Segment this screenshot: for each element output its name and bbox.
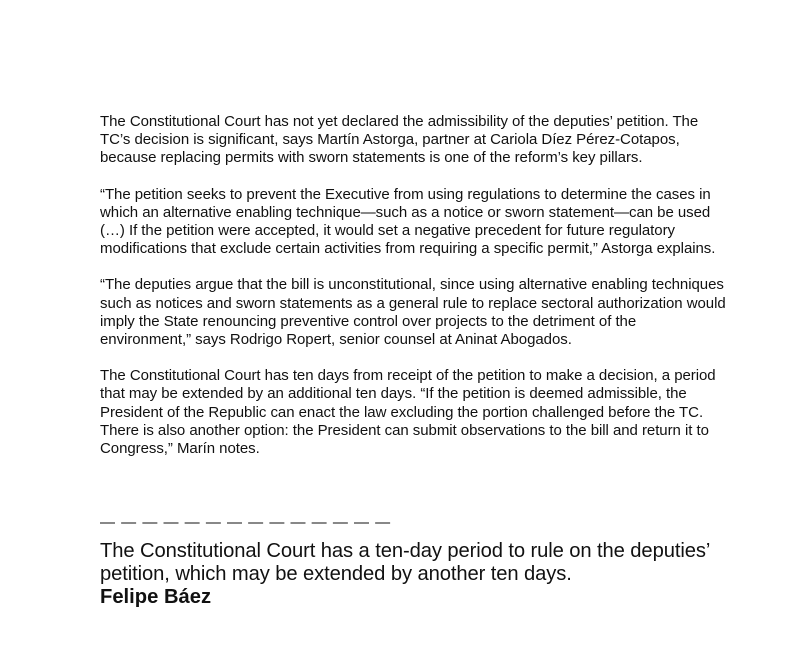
pull-quote-author: Felipe Báez [100,586,212,608]
paragraph-1: The Constitutional Court has not yet declared the admissibility of the deputies’ petition. The TC’s decision is significant, says Martín Astorga, partner at Cariola Díez Pérez-Cotapos, because replacing permits with sworn statements is one of the reform’s key pillars. [100,113,699,167]
section-divider: — — — — — — — — — — — — — — [100,514,392,531]
paragraph-3: “The deputies argue that the bill is unconstitutional, since using alternative enabling techniques such as notices and sworn statements as a general rule to replace sectoral authorization would imply the State renouncing preventive control over projects to the detriment of the environment,” says Rodrigo Ropert, senior counsel at Aninat Abogados. [100,276,726,349]
paragraph-2: “The petition seeks to prevent the Executive from using regulations to determine the cases in which an alternative enabling technique—such as a notice or sworn statement—can be used (…) If the petition were accepted, it would set a negative precedent for future regulatory modifications that exclude certain activities from requiring a specific permit,” Astorga explains. [100,185,716,258]
pull-quote [100,540,720,609]
pull-quote-text: The Constitutional Court has a ten-day period to rule on the deputies’ petition, which may be extended by another ten days. [100,540,710,585]
article-body [100,113,730,476]
paragraph-4: The Constitutional Court has ten days from receipt of the petition to make a decision, a period that may be extended by an additional ten days. “If the petition is deemed admissible, the President of the Republic can enact the law excluding the portion challenged before the TC. There is also another option: the President can submit observations to the bill and return it to Congress,” Marín notes. [100,367,716,458]
